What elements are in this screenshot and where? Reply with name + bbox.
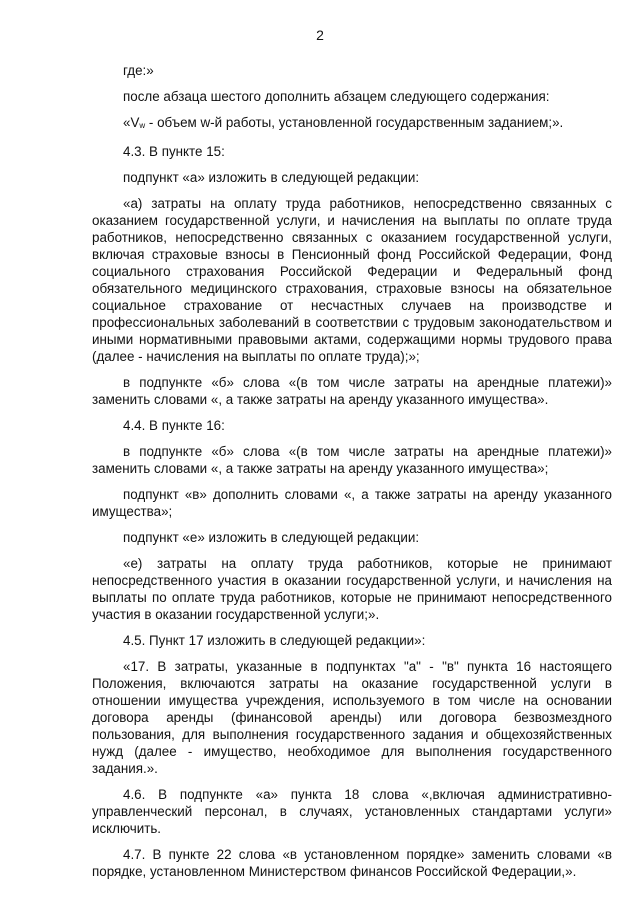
paragraph-sub-e: подпункт «е» изложить в следующей редакции: <box>123 530 420 545</box>
paragraph-sub-e-text: «е) затраты на оплату труда работников, которые не принимают непосредственного участия в оказании государственной услуги, и начисления на выплаты по оплате труда работников, которые не принимают непосредственного участия в оказании государственной услуги;». <box>92 556 612 622</box>
paragraph-4-6: 4.6. В подпункте «а» пункта 18 слова «,включая административно-управленческий персонал, в случаях, установленных стандартами услуги» исключить. <box>92 787 612 836</box>
paragraph-formula <box>92 114 612 134</box>
paragraph-after-sixth: после абзаца шестого дополнить абзацем следующего содержания: <box>123 89 550 104</box>
page-number: 2 <box>316 27 324 43</box>
paragraph-sub-a: подпункт «а» изложить в следующей редакции: <box>123 170 420 185</box>
formula-prefix: «V <box>123 115 140 130</box>
paragraph-sub-b-16: в подпункте «б» слова «(в том числе затраты на арендные платежи)» заменить словами «, а также затраты на аренду указанного имущества»; <box>92 444 612 476</box>
paragraph-sub-v: подпункт «в» дополнить словами «, а также затраты на аренду указанного имущества»; <box>92 487 612 519</box>
paragraph-4-3: 4.3. В пункте 15: <box>123 144 225 159</box>
paragraph-17-text: «17. В затраты, указанные в подпунктах "а" - "в" пункта 16 настоящего Положения, включаются затраты на оказание государственной услуги в отношении имущества учреждения, используемого в том числе на основании договора аренды (финансовой аренды) или договора безвозмездного пользования, для выполнения государственного задания и общехозяйственных нужд (далее - имущество, необходимое для выполнения государственного задания.». <box>92 659 612 776</box>
paragraph-where: где:» <box>123 63 154 78</box>
document-body <box>92 62 612 889</box>
paragraph-4-7: 4.7. В пункте 22 слова «в установленном порядке» заменить словами «в порядке, установленном Министерством финансов Российской Федерации,». <box>92 847 612 879</box>
formula-subscript: w <box>139 121 146 130</box>
formula-text: - объем w-й работы, установленной государственным заданием;». <box>145 115 564 130</box>
paragraph-sub-b-15: в подпункте «б» слова «(в том числе затраты на арендные платежи)» заменить словами «, а также затраты на аренду указанного имущества». <box>92 375 612 407</box>
paragraph-4-5: 4.5. Пункт 17 изложить в следующей редакции»: <box>123 633 426 648</box>
paragraph-sub-a-text: «а) затраты на оплату труда работников, непосредственно связанных с оказанием государственной услуги, и начисления на выплаты по оплате труда работников, непосредственно связанных с оказанием государственной услуги, включая страховые взносы в Пенсионный фонд Российской Федерации, Фонд социального страхования Российской Федерации и Федеральный фонд обязательного медицинского страхования, страховые взносы на обязательное социальное страхование от несчастных случаев на производстве и профессиональных заболеваний в соответствии с трудовым законодательством и иными нормативными правовыми актами, содержащими нормы трудового права (далее - начисления на выплаты по оплате труда);»; <box>92 196 612 364</box>
paragraph-4-4: 4.4. В пункте 16: <box>123 418 225 433</box>
